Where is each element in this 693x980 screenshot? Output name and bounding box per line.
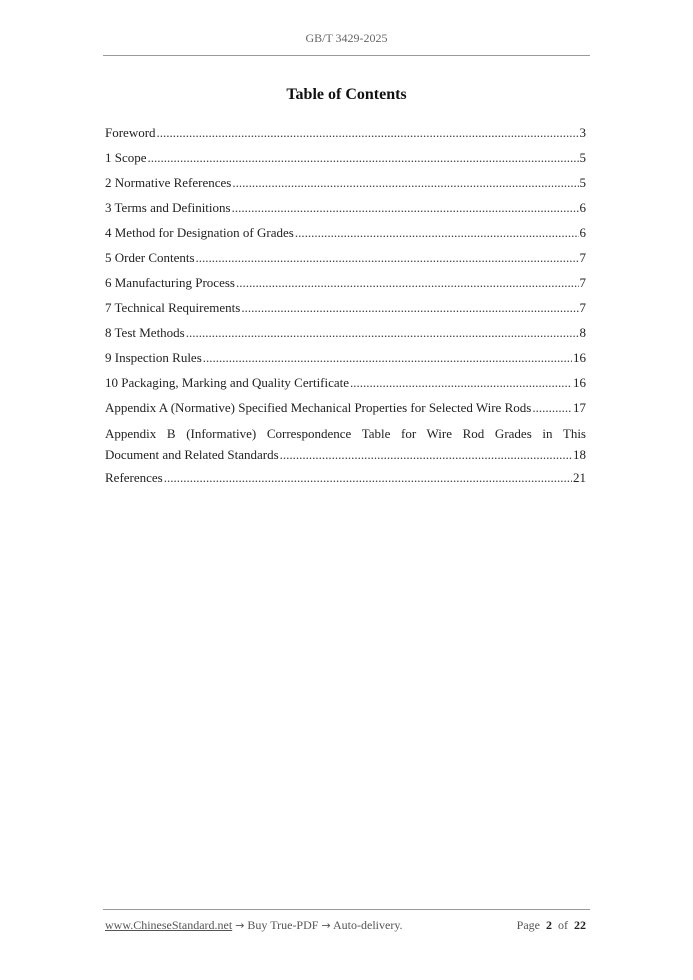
toc-entry-page: 5 (579, 150, 586, 165)
toc-entry-label: References (105, 470, 163, 485)
document-code: GB/T 3429-2025 (305, 31, 388, 45)
toc-entry-page: 8 (579, 325, 586, 340)
page-footer (105, 918, 586, 933)
toc-entry-label: 10 Packaging, Marking and Quality Certificate (105, 375, 350, 390)
toc-entry-page: 7 (579, 275, 586, 290)
toc-entry-technical-requirements[interactable] (105, 295, 586, 320)
toc-leader-dots (280, 444, 572, 465)
toc-entry-appendix-a[interactable] (105, 395, 586, 420)
toc-list (105, 120, 586, 490)
page-current: 2 (546, 918, 552, 932)
toc-entry-page: 6 (579, 200, 586, 215)
toc-entry-order-contents[interactable] (105, 245, 586, 270)
buy-true-pdf-text: Buy True-PDF (247, 918, 319, 932)
toc-entry-normative-references[interactable] (105, 170, 586, 195)
toc-entry-page: 7 (579, 250, 586, 265)
toc-entry-scope[interactable] (105, 145, 586, 170)
arrow-right-icon: → (235, 919, 245, 932)
toc-leader-dots (532, 395, 572, 420)
toc-entry-label-line2: Document and Related Standards (105, 447, 279, 462)
toc-entry-page: 6 (579, 225, 586, 240)
toc-title: Table of Contents (286, 86, 407, 103)
toc-entry-page: 17 (573, 400, 586, 415)
toc-leader-dots (241, 295, 578, 320)
toc-entry-label-line1: Appendix B (Informative) Correspondence Table for Wire Rod Grades in This (105, 426, 586, 441)
footer-promo (105, 918, 403, 933)
toc-entry-references[interactable] (105, 465, 586, 490)
of-word: of (558, 918, 568, 932)
toc-entry-page: 5 (579, 175, 586, 190)
toc-entry-second-line (105, 444, 586, 465)
toc-entry-label: 9 Inspection Rules (105, 350, 202, 365)
toc-entry-label: 3 Terms and Definitions (105, 200, 231, 215)
toc-leader-dots (196, 245, 579, 270)
toc-leader-dots (232, 195, 579, 220)
toc-entry-label: 8 Test Methods (105, 325, 185, 340)
toc-leader-dots (164, 465, 572, 490)
toc-entry-label: Appendix A (Normative) Specified Mechanical Properties for Selected Wire Rods (105, 400, 532, 415)
site-link[interactable]: www.ChineseStandard.net (105, 918, 233, 932)
toc-leader-dots (148, 145, 579, 170)
toc-entry-label: 5 Order Contents (105, 250, 195, 265)
header-divider (103, 55, 590, 56)
toc-entry-page: 3 (579, 125, 586, 140)
arrow-right-icon: → (321, 919, 331, 932)
toc-entry-label: 7 Technical Requirements (105, 300, 241, 315)
toc-entry-label: 6 Manufacturing Process (105, 275, 235, 290)
toc-entry-foreword[interactable] (105, 120, 586, 145)
toc-entry-inspection-rules[interactable] (105, 345, 586, 370)
footer-divider (103, 909, 590, 910)
toc-entry-page: 18 (573, 447, 586, 462)
toc-leader-dots (186, 320, 579, 345)
toc-entry-page: 16 (573, 350, 586, 365)
toc-entry-terms-definitions[interactable] (105, 195, 586, 220)
toc-entry-label: 4 Method for Designation of Grades (105, 225, 294, 240)
page-word: Page (516, 918, 540, 932)
toc-entry-label: 2 Normative References (105, 175, 232, 190)
toc-entry-label: 1 Scope (105, 150, 147, 165)
toc-entry-page: 7 (579, 300, 586, 315)
toc-leader-dots (232, 170, 578, 195)
toc-leader-dots (203, 345, 572, 370)
toc-entry-manufacturing-process[interactable] (105, 270, 586, 295)
toc-leader-dots (295, 220, 579, 245)
toc-entry-packaging-marking[interactable] (105, 370, 586, 395)
toc-entry-test-methods[interactable] (105, 320, 586, 345)
toc-entry-designation-of-grades[interactable] (105, 220, 586, 245)
toc-entry-appendix-b[interactable] (105, 420, 586, 465)
page-total: 22 (574, 918, 586, 932)
auto-delivery-text: Auto-delivery. (333, 918, 403, 932)
toc-leader-dots (350, 370, 572, 395)
toc-entry-page: 16 (573, 375, 586, 390)
page-counter (517, 918, 586, 933)
toc-leader-dots (236, 270, 579, 295)
toc-entry-page: 21 (573, 470, 586, 485)
toc-leader-dots (157, 120, 579, 145)
toc-entry-label: Foreword (105, 125, 156, 140)
